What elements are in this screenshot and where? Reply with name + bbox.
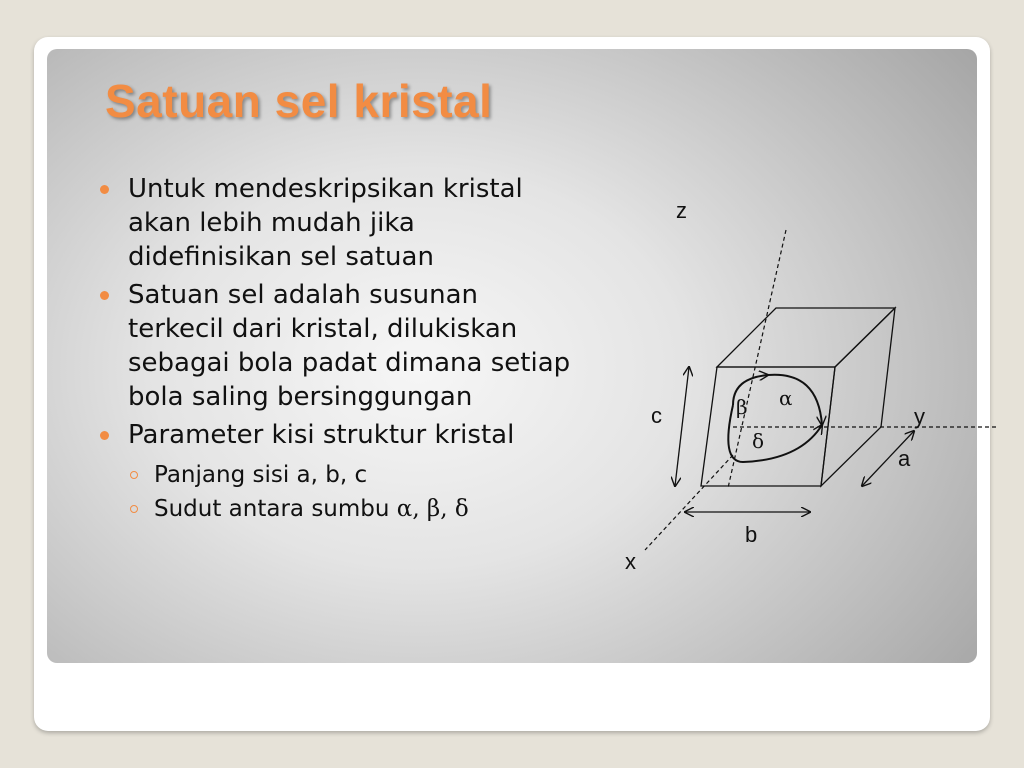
bullet-item: Satuan sel adalah susunan terkecil dari kristal, dilukiskan sebagai bola padat dimana setiap bola saling bersinggungan <box>97 278 577 414</box>
b-edge-label: b <box>745 522 758 547</box>
unit-cell-diagram <box>600 190 1000 580</box>
delta-label: δ <box>752 429 765 453</box>
bullet-list <box>97 172 577 530</box>
sub-bullet-list <box>128 458 577 526</box>
x-axis-line <box>645 455 733 550</box>
bullet-text: Parameter kisi struktur kristal <box>128 420 515 450</box>
y-axis-label: y <box>914 404 925 429</box>
sub-bullet-item: Panjang sisi a, b, c <box>128 458 577 492</box>
alpha-angle-arc <box>768 375 822 425</box>
bullet-item <box>97 418 577 526</box>
bullet-item: Untuk mendeskripsikan kristal akan lebih mudah jika didefinisikan sel satuan <box>97 172 577 274</box>
c-edge-label: c <box>651 403 662 428</box>
beta-label: β <box>736 395 748 419</box>
alpha-label: α <box>779 386 793 410</box>
z-axis-label: z <box>676 198 687 223</box>
a-edge-label: a <box>898 446 911 471</box>
c-edge-arrow <box>675 367 689 486</box>
slide-title: Satuan sel kristal <box>105 75 493 127</box>
sub-bullet-text: Sudut antara sumbu <box>154 496 397 522</box>
x-axis-label: x <box>625 549 636 574</box>
greek-symbols: α, β, δ <box>396 496 469 522</box>
cube-outline <box>701 308 895 486</box>
sub-bullet-item <box>128 492 577 526</box>
